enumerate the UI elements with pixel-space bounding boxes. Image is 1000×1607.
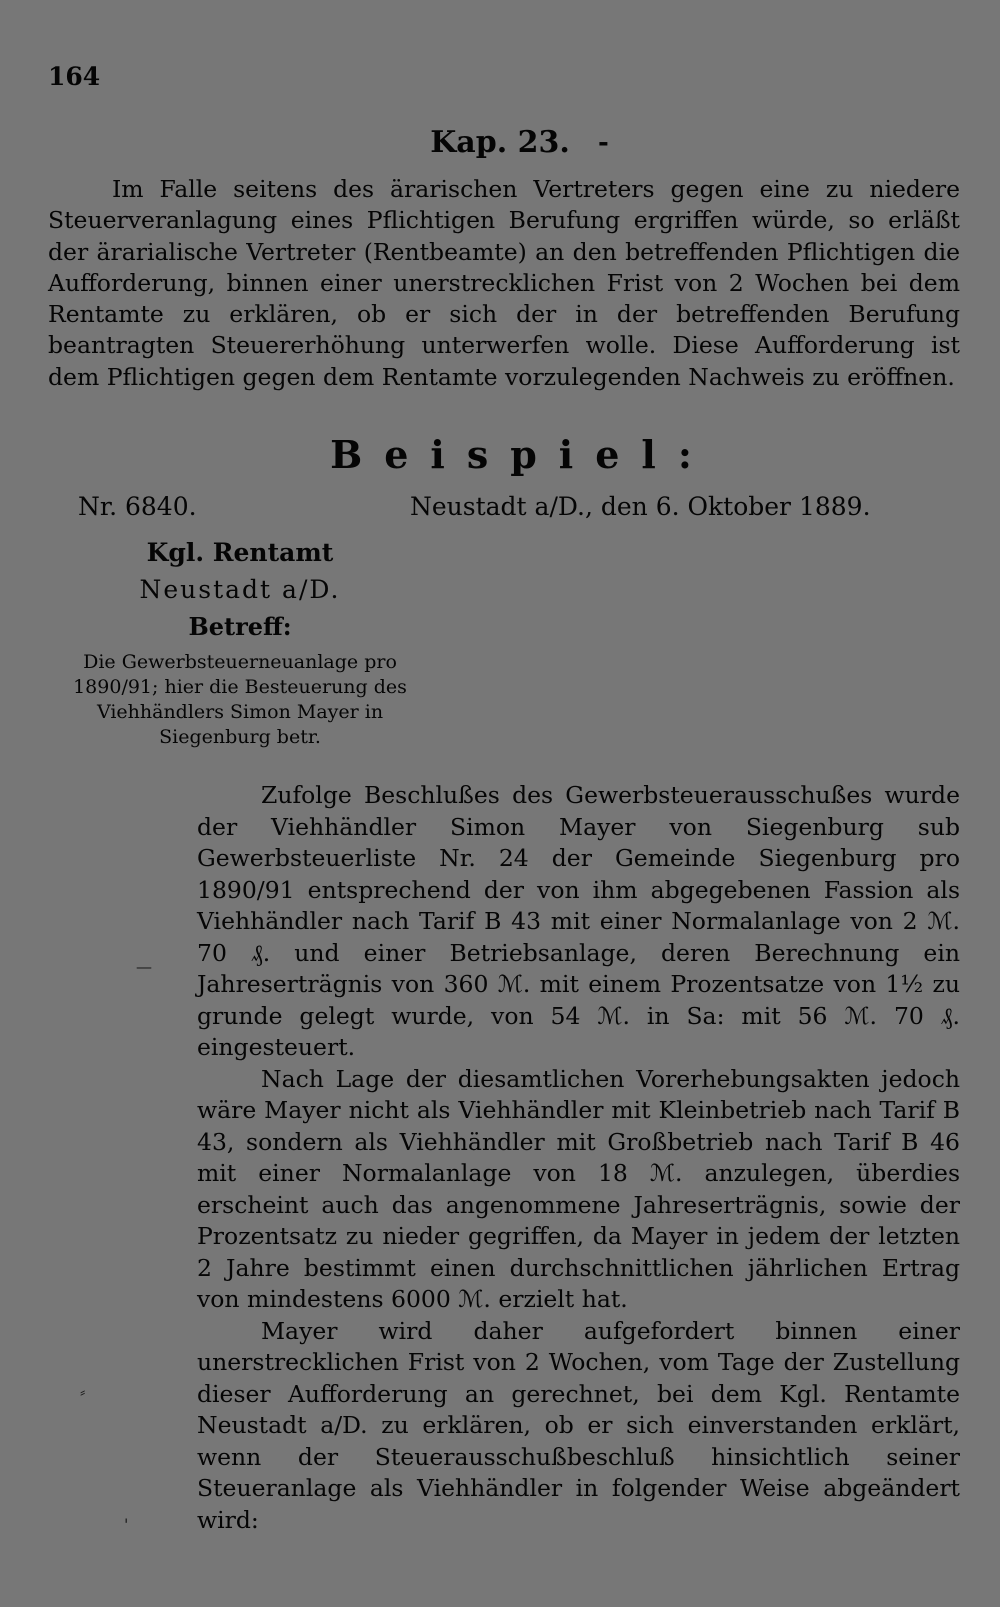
margin-mark: ⸗ <box>80 1382 86 1401</box>
intro-paragraph: Im Falle seitens des ärarischen Vertreters gegen eine zu niedere Steuerveranlagung eines Pflichtigen Berufung ergriffen würde, so erläßt der ärarialische Vertreter (Rentbeamte) an den betreffenden Pflichtigen die Aufforderung, binnen einer unerstrecklichen Frist von 2 Wochen bei dem Rentamte zu erklären, ob er sich der in der betreffenden Berufung beantragten Steuererhöhung unterwerfen wolle. Diese Aufforderung ist dem Pflichtigen gegen dem Rentamte vorzulegenden Nachweis zu eröffnen. <box>48 175 960 391</box>
place-date: Neustadt a/D., den 6. Oktober 1889. <box>410 492 871 521</box>
letter-paragraph-2: Nach Lage der diesamtlichen Vorerhebungsakten jedoch wäre Mayer nicht als Viehhändler mit Kleinbetrieb nach Tarif B 43, sondern als Viehhändler mit Großbetrieb nach Tarif B 46 mit einer Normalanlage von 18 ℳ. anzulegen, überdies erscheint auch das angenommene Jahreserträgnis, sowie der Prozentsatz zu nieder gegriffen, da Mayer in jedem der letzten 2 Jahre bestimmt einen durchschnittlichen jährlichen Ertrag von mindestens 6000 ℳ. erzielt hat. <box>197 1064 960 1313</box>
margin-mark: — <box>136 957 152 976</box>
chapter-mark: - <box>598 128 609 158</box>
margin-mark: ' <box>124 1515 129 1534</box>
subject-text: Die Gewerbsteuerneuanlage pro 1890/91; hier die Besteuerung des Viehhändlers Simon Mayer in Siegenburg betr. <box>73 651 407 748</box>
chapter-heading: Kap. 23. <box>430 125 570 160</box>
letter-body <box>197 780 960 1536</box>
example-heading: Beispiel: <box>330 432 714 477</box>
subject-label: Betreff: <box>188 612 292 641</box>
reference-number: Nr. 6840. <box>78 492 197 521</box>
authority-place: Neustadt a/D. <box>139 575 341 604</box>
letter-paragraph-3: Mayer wird daher aufgefordert binnen einer unerstrecklichen Frist von 2 Wochen, vom Tage der Zustellung dieser Aufforderung an gerechnet, bei dem Kgl. Rentamte Neustadt a/D. zu erklären, ob er sich einverstanden erklärt, wenn der Steuerausschußbeschluß hinsichtlich seiner Steueranlage als Viehhändler in folgender Weise abgeändert wird: <box>197 1316 960 1534</box>
authority-name: Kgl. Rentamt <box>146 538 334 567</box>
letter-paragraph-1: Zufolge Beschlußes des Gewerbsteuerausschußes wurde der Viehhändler Simon Mayer von Siegenburg sub Gewerbsteuerliste Nr. 24 der Gemeinde Siegenburg pro 1890/91 entsprechend der von ihm abgegebenen Fassion als Viehhändler nach Tarif B 43 mit einer Normalanlage von 2 ℳ. 70 ₰. und einer Betriebsanlage, deren Berechnung ein Jahreserträgnis von 360 ℳ. mit einem Prozentsatze von 1½ zu grunde gelegt wurde, von 54 ℳ. in Sa: mit 56 ℳ. 70 ₰. eingesteuert. <box>197 781 960 1061</box>
page-number: 164 <box>48 62 101 91</box>
